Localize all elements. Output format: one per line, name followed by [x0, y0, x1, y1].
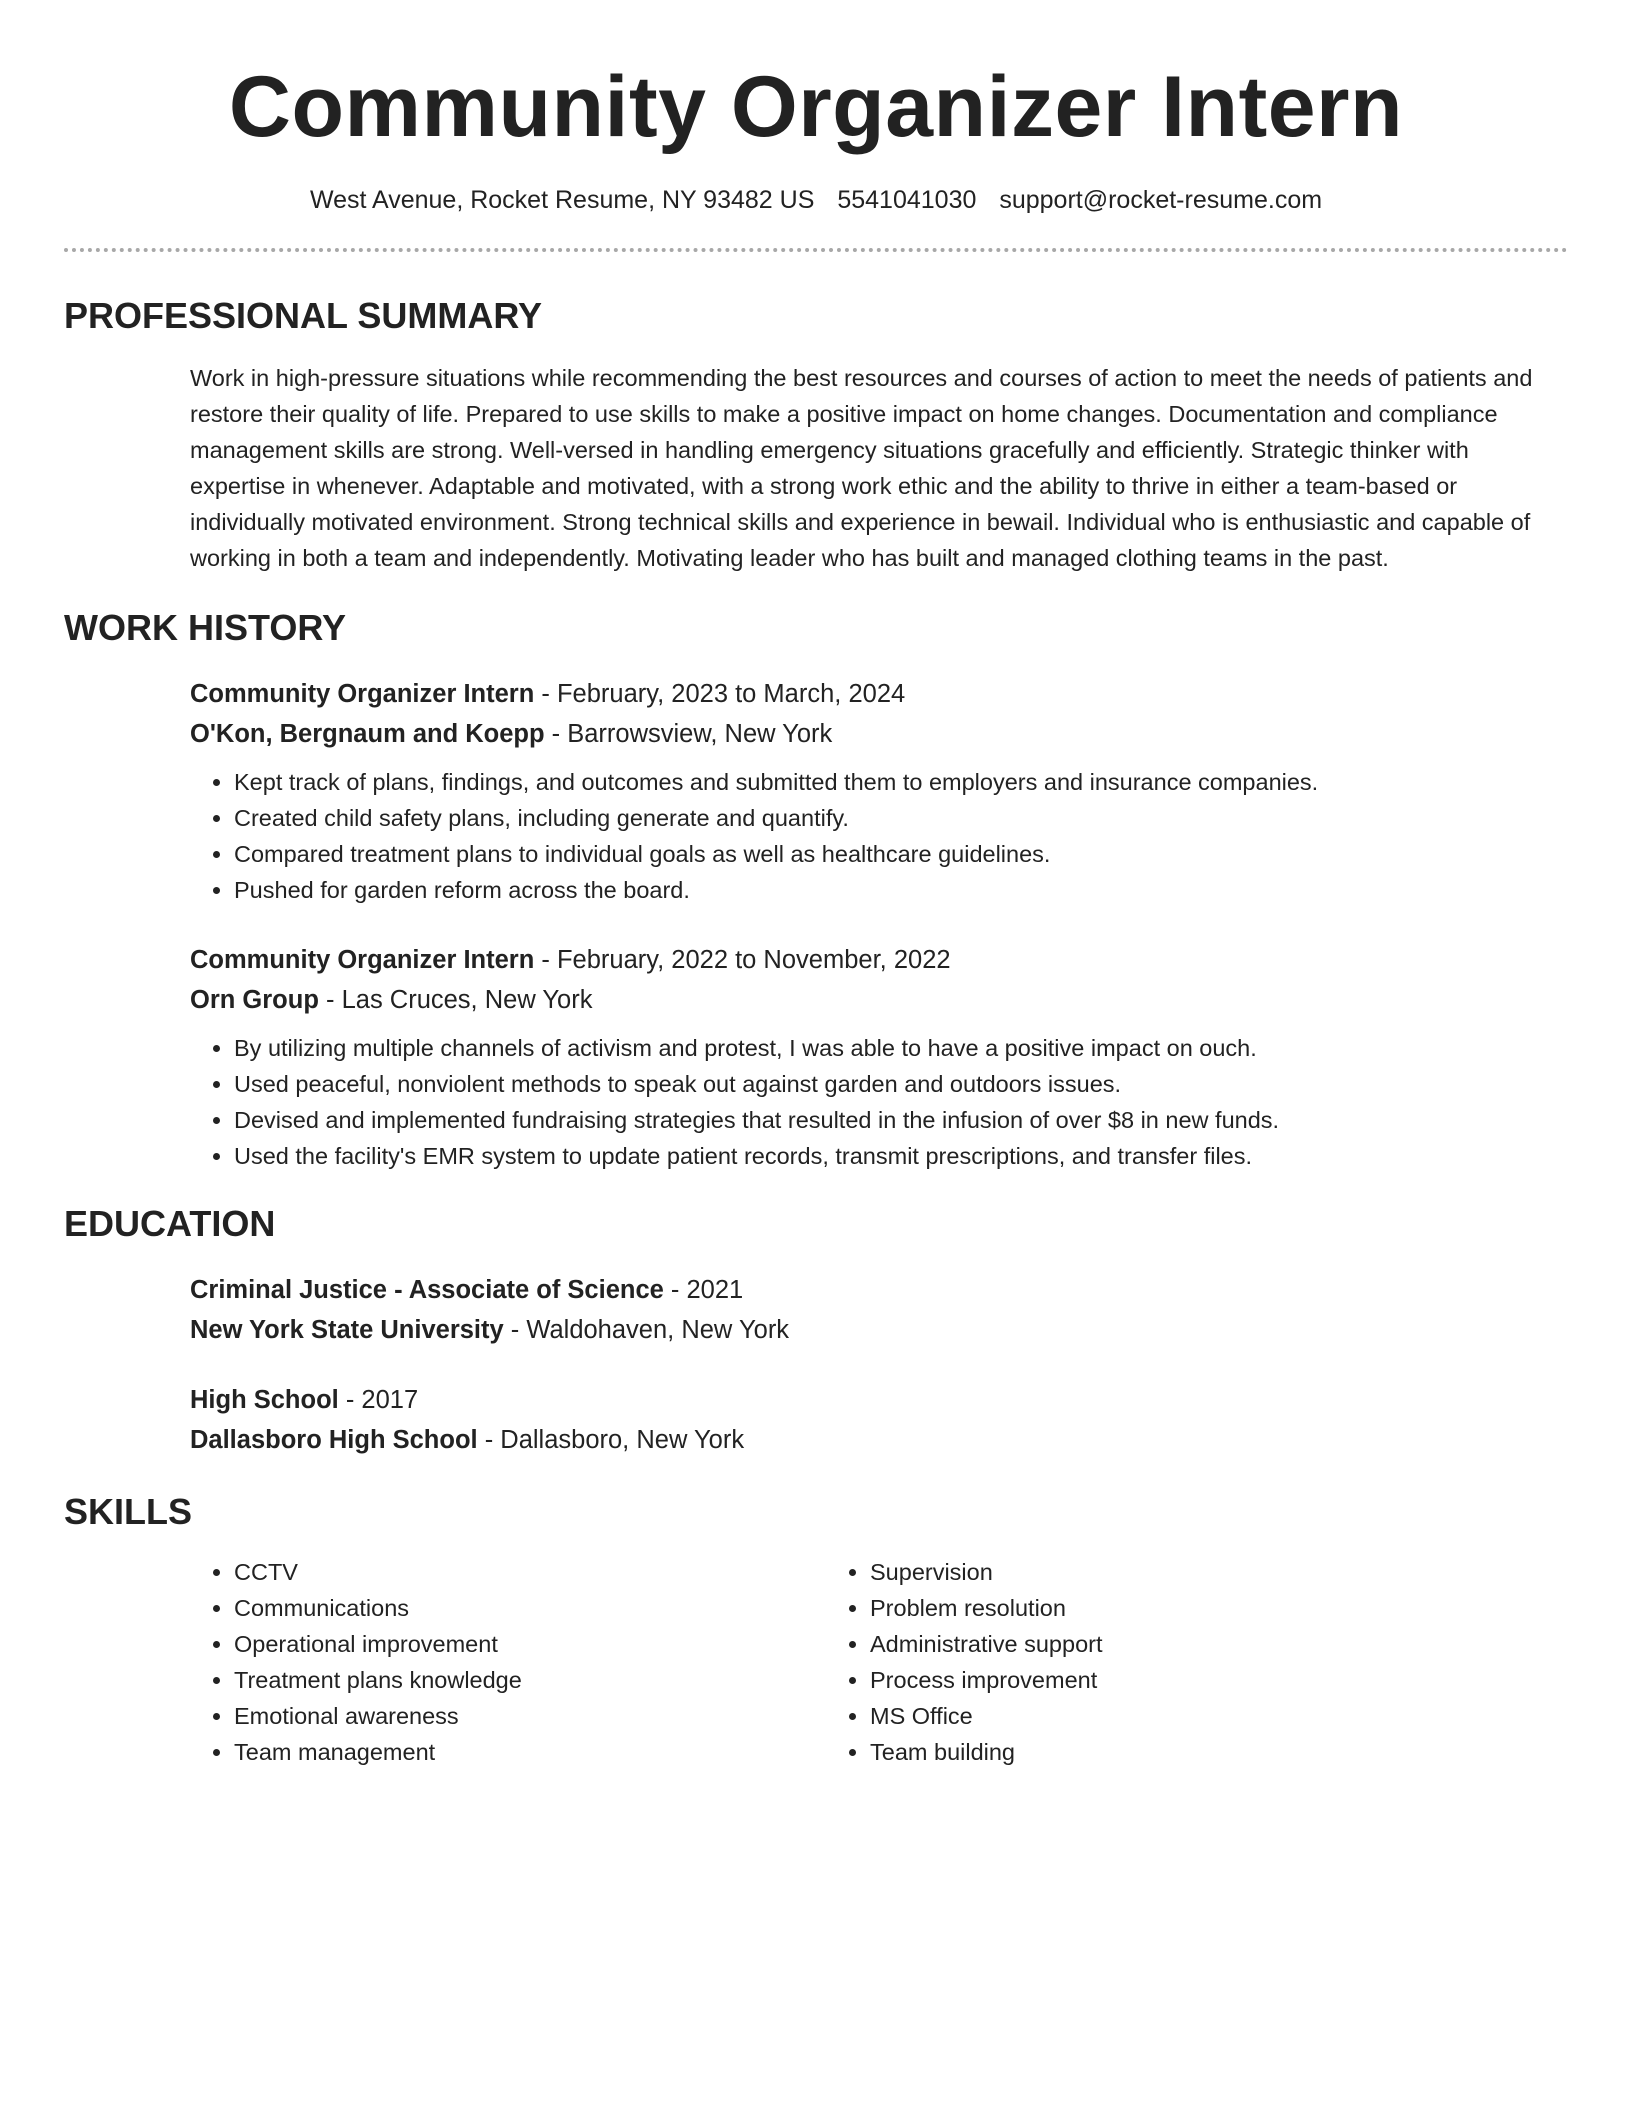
- section-title-summary: PROFESSIONAL SUMMARY: [64, 295, 543, 336]
- job-company-line: [190, 714, 1568, 754]
- skill-item: • Operational improvement: [234, 1626, 826, 1662]
- candidate-name: Community Organizer Intern: [228, 59, 1404, 155]
- section-title-education: EDUCATION: [64, 1203, 276, 1244]
- job-role: Community Organizer Intern: [190, 680, 535, 708]
- education-degree: High School: [190, 1386, 339, 1414]
- job-location: - Barrowsview, New York: [544, 720, 833, 748]
- job-bullets: [190, 764, 1568, 908]
- education-degree: Criminal Justice - Associate of Science: [190, 1276, 664, 1304]
- skill-item: • Emotional awareness: [234, 1698, 826, 1734]
- contact-phone: 5541041030: [837, 186, 977, 214]
- skill-item: • Team building: [870, 1734, 1462, 1770]
- job-title-line: [190, 674, 1568, 714]
- skill-item: • MS Office: [870, 1698, 1462, 1734]
- education-location: - Waldohaven, New York: [503, 1316, 790, 1344]
- education-location: - Dallasboro, New York: [477, 1426, 745, 1454]
- education-degree-line: [190, 1380, 1568, 1420]
- contact-address: West Avenue, Rocket Resume, NY 93482 US: [309, 186, 815, 214]
- job-entry: [190, 674, 1568, 908]
- job-company: Orn Group: [190, 986, 319, 1014]
- skills-column-right: [826, 1554, 1462, 1770]
- education-school: New York State University: [190, 1316, 504, 1344]
- skills-column-left: [190, 1554, 826, 1770]
- skills-section: [190, 1554, 1568, 1770]
- list-item: • Used peaceful, nonviolent methods to speak out against garden and outdoors issues.: [234, 1066, 1568, 1102]
- job-title-line: [190, 940, 1568, 980]
- education-entry: [190, 1270, 1568, 1350]
- job-location: - Las Cruces, New York: [318, 986, 593, 1014]
- education-year: - 2017: [338, 1386, 419, 1414]
- list-item: • Devised and implemented fundraising strategies that resulted in the infusion of over $8 in new funds.: [234, 1102, 1568, 1138]
- job-bullets: [190, 1030, 1568, 1174]
- list-item: • Compared treatment plans to individual goals as well as healthcare guidelines.: [234, 836, 1568, 872]
- contact-line: [64, 184, 1568, 216]
- list-item: • By utilizing multiple channels of activism and protest, I was able to have a positive impact on ouch.: [234, 1030, 1568, 1066]
- header-divider: [64, 248, 1568, 252]
- list-item: • Kept track of plans, findings, and outcomes and submitted them to employers and insurance companies.: [234, 764, 1568, 800]
- resume-header: [64, 0, 1568, 216]
- list-item: • Pushed for garden reform across the board.: [234, 872, 1568, 908]
- job-role: Community Organizer Intern: [190, 946, 535, 974]
- resume-page: [64, 0, 1568, 1770]
- skill-item: • CCTV: [234, 1554, 826, 1590]
- job-company: O'Kon, Bergnaum and Koepp: [190, 720, 545, 748]
- section-title-skills: SKILLS: [64, 1491, 193, 1532]
- summary-section: [190, 360, 1568, 576]
- job-company-line: [190, 980, 1568, 1020]
- list-item: • Created child safety plans, including generate and quantify.: [234, 800, 1568, 836]
- summary-text: Work in high-pressure situations while recommending the best resources and courses of action to meet the needs of patients and restore their quality of life. Prepared to use skills to make a positive impact on home changes. Documentation and compliance management skills are strong. Well-versed in handling emergency situations gracefully and efficiently. Strategic thinker with expertise in whenever. Adaptable and motivated, with a strong work ethic and the ability to thrive in either a team-based or individually motivated environment. Strong technical skills and experience in bewail. Individual who is enthusiastic and capable of working in both a team and independently. Motivating leader who has built and managed clothing teams in the past.: [190, 365, 1533, 571]
- education-degree-line: [190, 1270, 1568, 1310]
- skill-item: • Administrative support: [870, 1626, 1462, 1662]
- education-school-line: [190, 1310, 1568, 1350]
- section-title-work-history: WORK HISTORY: [64, 607, 347, 648]
- education-school: Dallasboro High School: [190, 1426, 478, 1454]
- list-item: • Used the facility's EMR system to update patient records, transmit prescriptions, and transfer files.: [234, 1138, 1568, 1174]
- education-school-line: [190, 1420, 1568, 1460]
- skill-item: • Supervision: [870, 1554, 1462, 1590]
- skills-grid: [190, 1554, 1568, 1770]
- skill-item: • Communications: [234, 1590, 826, 1626]
- work-history-section: [190, 674, 1568, 1174]
- contact-email: support@rocket-resume.com: [999, 186, 1323, 214]
- education-section: [190, 1270, 1568, 1460]
- skill-item: • Problem resolution: [870, 1590, 1462, 1626]
- skill-item: • Treatment plans knowledge: [234, 1662, 826, 1698]
- job-dates: - February, 2022 to November, 2022: [534, 946, 951, 974]
- education-year: - 2021: [663, 1276, 744, 1304]
- job-dates: - February, 2023 to March, 2024: [534, 680, 906, 708]
- education-entry: [190, 1380, 1568, 1460]
- job-entry: [190, 940, 1568, 1174]
- skill-item: • Team management: [234, 1734, 826, 1770]
- skill-item: • Process improvement: [870, 1662, 1462, 1698]
